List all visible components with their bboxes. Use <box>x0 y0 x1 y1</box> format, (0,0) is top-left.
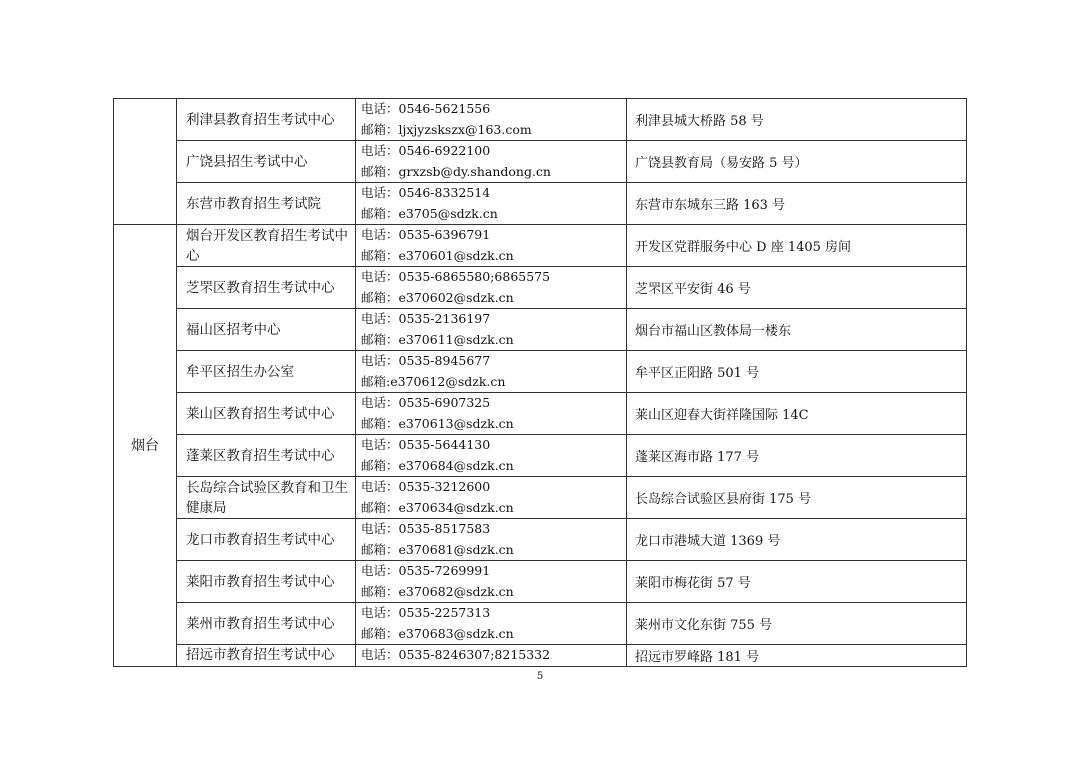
office-name-cell: 蓬莱区教育招生考试中心 <box>177 435 356 477</box>
table-row <box>114 393 967 435</box>
phone-line: 电话：0546-6922100 <box>361 143 491 158</box>
email-line: 邮箱：ljxjyzskszx@163.com <box>361 121 532 137</box>
table-row <box>114 183 967 225</box>
address-cell: 开发区党群服务中心 D 座 1405 房间 <box>627 225 967 267</box>
address-cell: 长岛综合试验区县府街 175 号 <box>627 477 967 519</box>
table-row <box>114 225 967 267</box>
phone-line: 电话：0535-7269991 <box>361 563 491 578</box>
contact-cell <box>356 645 627 667</box>
contact-cell <box>356 519 627 561</box>
contact-cell <box>356 141 627 183</box>
email-line: 邮箱：grxzsb@dy.shandong.cn <box>361 163 551 179</box>
table-row <box>114 603 967 645</box>
office-name-cell: 招远市教育招生考试中心 <box>177 645 356 667</box>
email-line: 邮箱：e370611@sdzk.cn <box>361 331 514 347</box>
address-cell: 莱阳市梅花街 57 号 <box>627 561 967 603</box>
table-row <box>114 645 967 667</box>
table-body <box>114 99 967 667</box>
phone-line: 电话：0535-3212600 <box>361 479 491 494</box>
email-line: 邮箱：e370681@sdzk.cn <box>361 541 514 557</box>
contact-cell <box>356 99 627 141</box>
contact-cell <box>356 477 627 519</box>
email-line: 邮箱:e370612@sdzk.cn <box>361 373 506 389</box>
office-name-cell: 莱阳市教育招生考试中心 <box>177 561 356 603</box>
table-row <box>114 561 967 603</box>
office-name-cell: 莱州市教育招生考试中心 <box>177 603 356 645</box>
phone-line: 电话：0535-5644130 <box>361 437 491 452</box>
phone-line: 电话：0535-8945677 <box>361 353 491 368</box>
office-name-cell: 龙口市教育招生考试中心 <box>177 519 356 561</box>
phone-line: 电话：0546-5621556 <box>361 101 491 116</box>
table-row <box>114 477 967 519</box>
contact-cell <box>356 309 627 351</box>
table-row <box>114 435 967 477</box>
email-line: 邮箱：e370602@sdzk.cn <box>361 289 514 305</box>
office-name-cell: 广饶县招生考试中心 <box>177 141 356 183</box>
contact-cell <box>356 603 627 645</box>
contact-table <box>113 98 967 667</box>
office-name-cell: 长岛综合试验区教育和卫生健康局 <box>177 477 356 519</box>
address-cell: 莱州市文化东街 755 号 <box>627 603 967 645</box>
office-name-cell: 芝罘区教育招生考试中心 <box>177 267 356 309</box>
office-name-cell: 烟台开发区教育招生考试中心 <box>177 225 356 267</box>
phone-line: 电话：0546-8332514 <box>361 185 491 200</box>
table-row <box>114 267 967 309</box>
page-number: 5 <box>536 671 544 682</box>
email-line: 邮箱：e370683@sdzk.cn <box>361 625 514 641</box>
email-line: 邮箱：e370682@sdzk.cn <box>361 583 514 599</box>
phone-line: 电话：0535-2257313 <box>361 605 491 620</box>
table-row <box>114 141 967 183</box>
office-name-cell: 福山区招考中心 <box>177 309 356 351</box>
contact-cell <box>356 183 627 225</box>
address-cell: 龙口市港城大道 1369 号 <box>627 519 967 561</box>
contact-cell <box>356 351 627 393</box>
office-name-cell: 牟平区招生办公室 <box>177 351 356 393</box>
phone-line: 电话：0535-8517583 <box>361 521 491 536</box>
table-row <box>114 99 967 141</box>
contact-cell <box>356 267 627 309</box>
contact-cell <box>356 393 627 435</box>
city-cell: 烟台 <box>114 225 177 667</box>
office-name-cell: 利津县教育招生考试中心 <box>177 99 356 141</box>
contact-cell <box>356 225 627 267</box>
email-line: 邮箱：e3705@sdzk.cn <box>361 205 498 221</box>
address-cell: 蓬莱区海市路 177 号 <box>627 435 967 477</box>
city-cell <box>114 99 177 225</box>
contact-cell <box>356 561 627 603</box>
contact-cell <box>356 435 627 477</box>
email-line: 邮箱：e370613@sdzk.cn <box>361 415 514 431</box>
email-line: 邮箱：e370684@sdzk.cn <box>361 457 514 473</box>
table-row <box>114 351 967 393</box>
phone-line: 电话：0535-2136197 <box>361 311 491 326</box>
phone-line: 电话：0535-6907325 <box>361 395 491 410</box>
email-line: 邮箱：e370601@sdzk.cn <box>361 247 514 263</box>
table-row <box>114 519 967 561</box>
address-cell: 东营市东城东三路 163 号 <box>627 183 967 225</box>
address-cell: 广饶县教育局（易安路 5 号） <box>627 141 967 183</box>
address-cell: 招远市罗峰路 181 号 <box>627 645 967 667</box>
office-name-cell: 东营市教育招生考试院 <box>177 183 356 225</box>
email-line: 邮箱：e370634@sdzk.cn <box>361 499 514 515</box>
phone-line: 电话：0535-6865580;6865575 <box>361 269 551 284</box>
address-cell: 利津县城大桥路 58 号 <box>627 99 967 141</box>
address-cell: 芝罘区平安街 46 号 <box>627 267 967 309</box>
address-cell: 烟台市福山区教体局一楼东 <box>627 309 967 351</box>
table-row <box>114 309 967 351</box>
address-cell: 牟平区正阳路 501 号 <box>627 351 967 393</box>
address-cell: 莱山区迎春大街祥隆国际 14C <box>627 393 967 435</box>
phone-line: 电话：0535-6396791 <box>361 227 491 242</box>
office-name-cell: 莱山区教育招生考试中心 <box>177 393 356 435</box>
phone-line: 电话：0535-8246307;8215332 <box>361 647 551 662</box>
